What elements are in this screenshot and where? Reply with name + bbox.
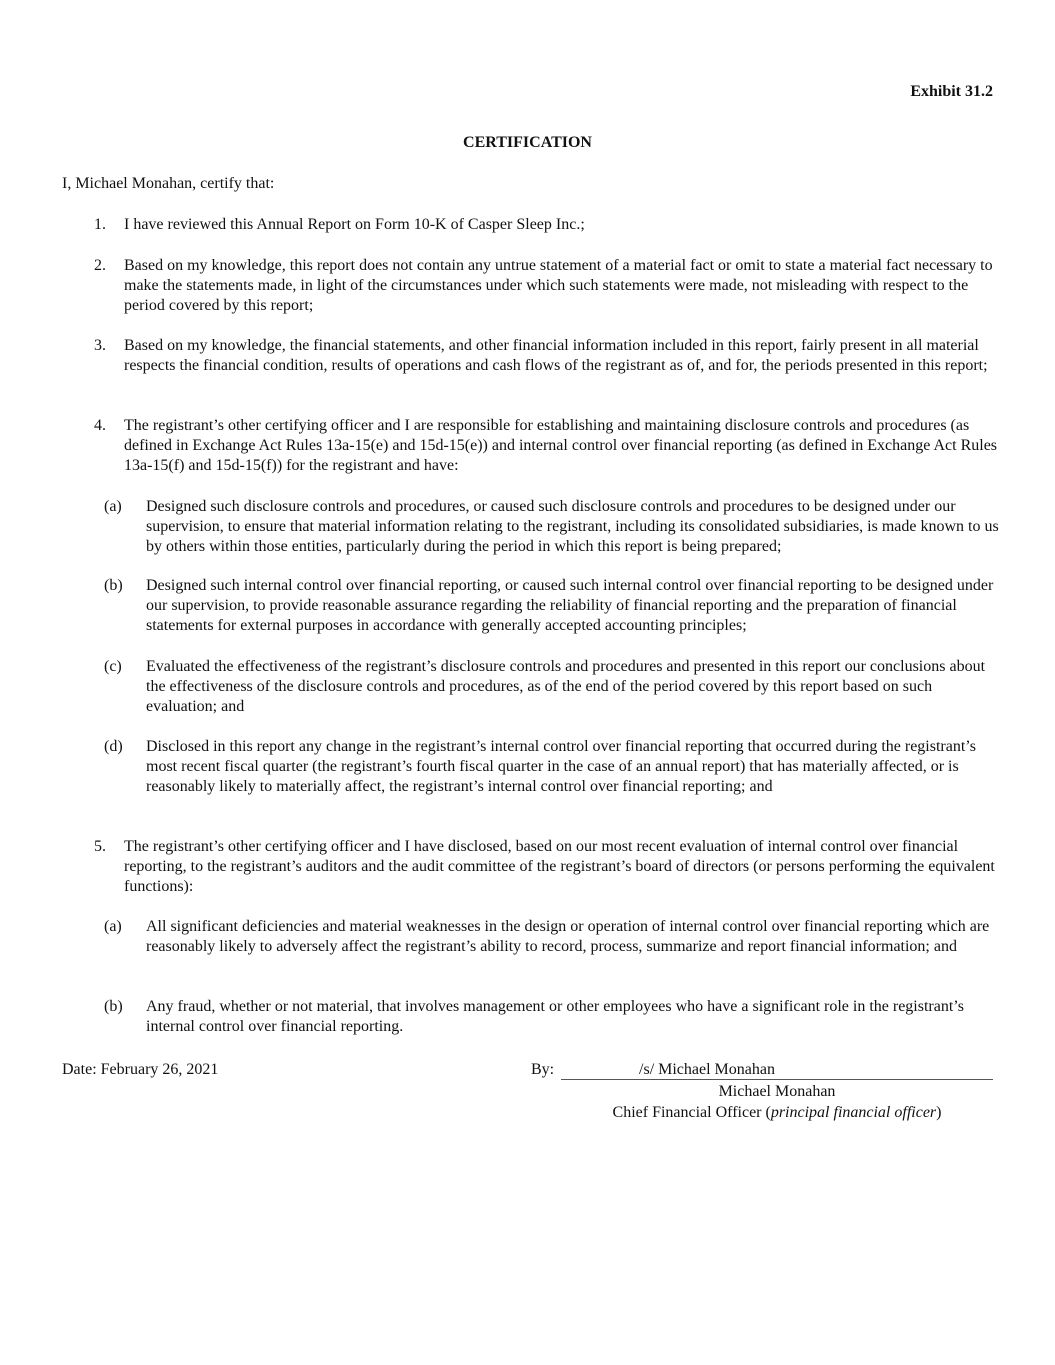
signer-title-prefix: Chief Financial Officer ( — [612, 1104, 771, 1121]
intro-statement: I, Michael Monahan, certify that: — [62, 175, 275, 192]
signer-title-role: principal financial officer — [770, 1104, 937, 1121]
list-item-text: Designed such disclosure controls and procedures, or caused such disclosure controls and procedures to be designed under our supervision, to ensure that material information relating to the registrant, including its consolidated subsidiaries, is made known to us by others within those entities, particularly during the period in which this report is being prepared; — [146, 498, 999, 555]
list-item-text: I have reviewed this Annual Report on Form 10-K of Casper Sleep Inc.; — [124, 216, 585, 233]
signature-by-label: By: — [531, 1061, 555, 1078]
signer-title-suffix: ) — [936, 1104, 942, 1121]
signature-conformed: /s/ Michael Monahan — [639, 1061, 775, 1078]
list-marker: (a) — [104, 498, 122, 515]
signature-line — [561, 1079, 993, 1080]
list-item-text: Based on my knowledge, this report does not contain any untrue statement of a material fact or omit to state a material fact necessary to make the statements made, in light of the circumstances under which such statements were made, not misleading with respect to the period covered by this report; — [124, 257, 993, 314]
list-marker: 4. — [94, 417, 106, 434]
list-item-text: Designed such internal control over financial reporting, or caused such internal control over financial reporting to be designed under our supervision, to provide reasonable assurance regarding the reliability of financial reporting and the preparation of financial statements for external purposes in accordance with generally accepted accounting principles; — [146, 577, 994, 634]
list-marker: (c) — [104, 658, 122, 675]
signer-name: Michael Monahan — [718, 1083, 836, 1100]
list-marker: (b) — [104, 577, 123, 594]
list-marker: (d) — [104, 738, 123, 755]
document-title: CERTIFICATION — [463, 134, 592, 151]
list-item-text: The registrant’s other certifying officer and I are responsible for establishing and maintaining disclosure controls and procedures (as defined in Exchange Act Rules 13a-15(e) and 15d-15(e)) and internal control over financial reporting (as defined in Exchange Act Rules 13a-15(f) and 15d-15(f)) for the registrant and have: — [124, 417, 998, 474]
list-marker: (b) — [104, 998, 123, 1015]
list-marker: 5. — [94, 838, 106, 855]
list-item-text: Based on my knowledge, the financial statements, and other financial information included in this report, fairly present in all material respects the financial condition, results of operations and cash flows of the registrant as of, and for, the periods presented in this report; — [124, 337, 988, 374]
list-marker: 1. — [94, 216, 106, 233]
list-item-text: Evaluated the effectiveness of the registrant’s disclosure controls and procedures and presented in this report our conclusions about the effectiveness of the disclosure controls and procedures, as of the end of the period covered by this report based on such evaluation; and — [146, 658, 986, 715]
list-item-text: Disclosed in this report any change in the registrant’s internal control over financial reporting that occurred during the registrant’s most recent fiscal quarter (the registrant’s fourth fiscal quarter in the case of an annual report) that has materially affected, or is reasonably likely to materially affect, the registrant’s internal control over financial reporting; and — [146, 738, 976, 795]
signer-title — [561, 1104, 993, 1122]
list-item-text: All significant deficiencies and material weaknesses in the design or operation of internal control over financial reporting which are reasonably likely to adversely affect the registrant’s ability to record, process, summarize and report financial information; and — [146, 918, 990, 955]
list-item-text: Any fraud, whether or not material, that involves management or other employees who have a significant role in the registrant’s internal control over financial reporting. — [146, 998, 964, 1035]
list-marker: (a) — [104, 918, 122, 935]
signature-date: Date: February 26, 2021 — [62, 1061, 219, 1078]
list-marker: 2. — [94, 257, 106, 274]
list-item-text: The registrant’s other certifying officer and I have disclosed, based on our most recent evaluation of internal control over financial reporting, to the registrant’s auditors and the audit committee of the registrant’s board of directors (or persons performing the equivalent functions): — [124, 838, 995, 895]
exhibit-label: Exhibit 31.2 — [910, 83, 993, 100]
list-marker: 3. — [94, 337, 106, 354]
